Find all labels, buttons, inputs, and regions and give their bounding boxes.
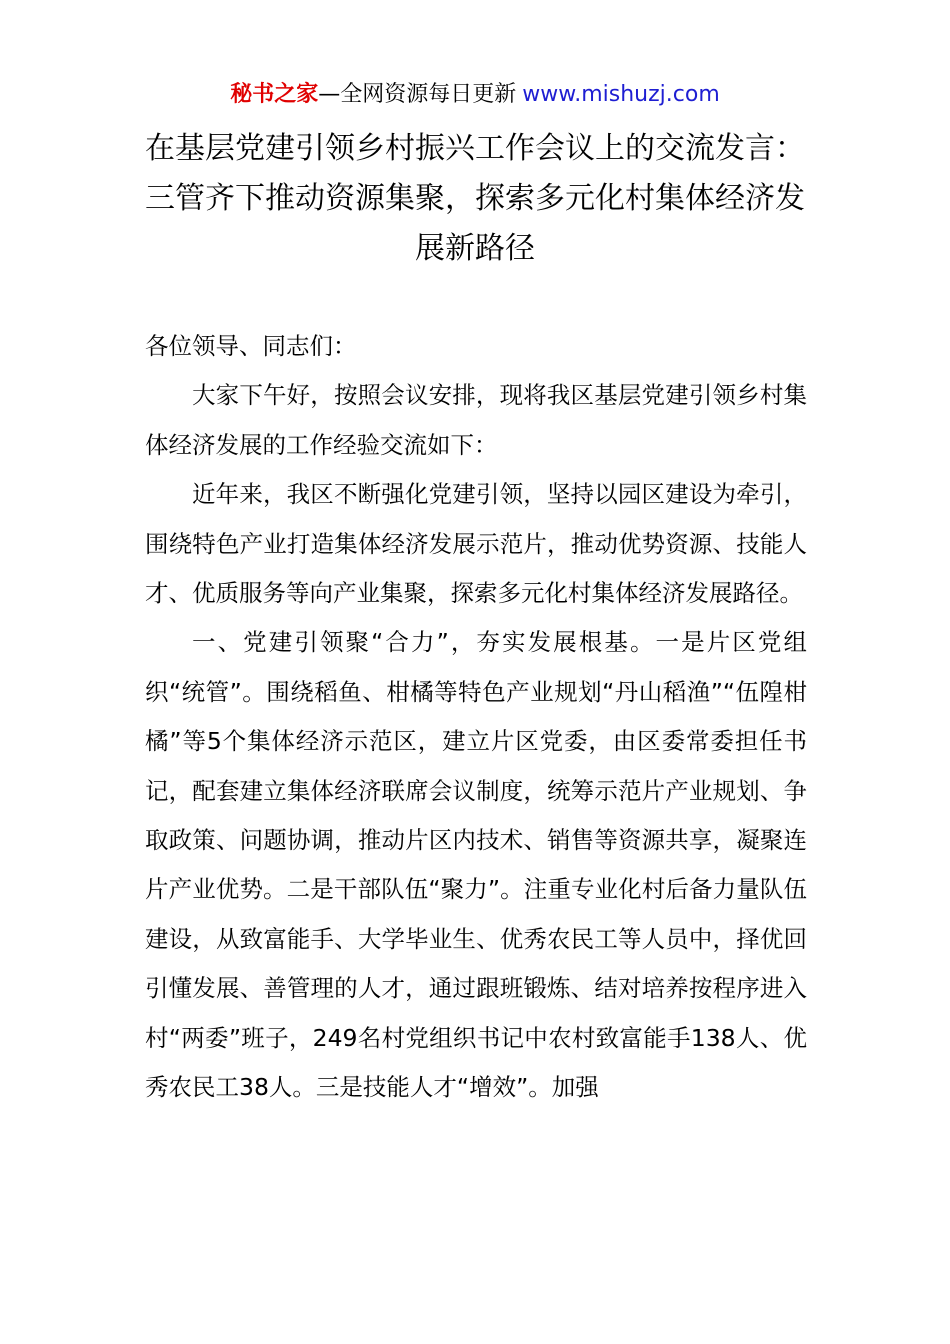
paragraph-greeting: 大家下午好，按照会议安排，现将我区基层党建引领乡村集体经济发展的工作经验交流如下：: [145, 381, 807, 459]
site-url-link[interactable]: www.mishuzj.com: [522, 82, 720, 107]
paragraph-overview: 近年来，我区不断强化党建引领，坚持以园区建设为牵引，围绕特色产业打造集体经济发展示范片，推动优势资源、技能人才、优质服务等向产业集聚，探索多元化村集体经济发展路径。: [145, 480, 807, 608]
salutation: 各位领导、同志们：: [145, 332, 357, 360]
document-body: [145, 322, 807, 1113]
document-title: 在基层党建引领乡村振兴工作会议上的交流发言：三管齐下推动资源集聚，探索多元化村集体经济发展新路径: [145, 131, 805, 266]
site-tagline: —全网资源每日更新: [318, 82, 517, 107]
site-brand: 秘书之家: [230, 82, 319, 107]
site-header: [0, 78, 950, 112]
paragraph-section-one: 一、党建引领聚“合力”，夯实发展根基。一是片区党组织“统管”。围绕稻鱼、柑橘等特色产业规划“丹山稻渔”“伍隍柑橘”等5个集体经济示范区，建立片区党委，由区委常委担任书记，配套建立集体经济联席会议制度，统筹示范片产业规划、争取政策、问题协调，推动片区内技术、销售等资源共享，凝聚连片产业优势。二是干部队伍“聚力”。注重专业化村后备力量队伍建设，从致富能手、大学毕业生、优秀农民工等人员中，择优回引懂发展、善管理的人才，通过跟班锻炼、结对培养按程序进入村“两委”班子，249名村党组织书记中农村致富能手138人、优秀农民工38人。三是技能人才“增效”。加强: [145, 628, 807, 1102]
